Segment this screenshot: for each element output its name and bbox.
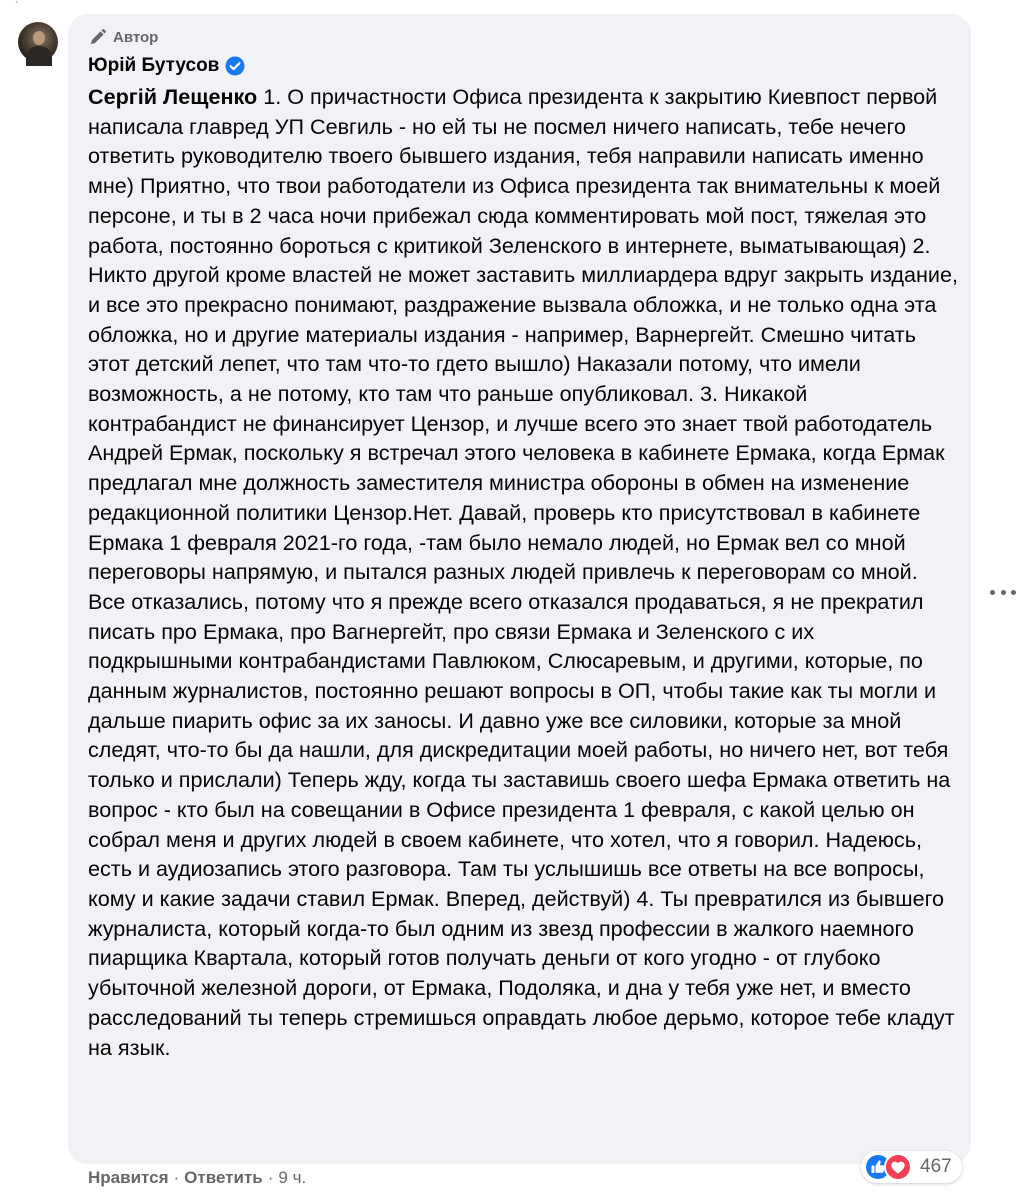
avatar-head-shape — [33, 31, 45, 45]
avatar-body-shape — [26, 46, 52, 66]
comment-actions — [88, 1168, 306, 1188]
comment-bubble — [68, 14, 971, 1164]
mention-link[interactable]: Сергій Лещенко — [88, 84, 258, 109]
reactions-summary[interactable] — [861, 1151, 962, 1183]
previous-comment-clipped — [0, 0, 1031, 6]
verified-badge-icon — [225, 56, 245, 76]
pen-icon — [88, 28, 107, 47]
previous-comment-text-clipped — [14, 0, 19, 9]
author-badge — [88, 26, 971, 48]
comment-body — [88, 82, 960, 1062]
avatar[interactable] — [18, 22, 58, 62]
reaction-count: 467 — [920, 1156, 952, 1177]
more-dot — [1001, 590, 1006, 595]
reply-button[interactable]: Ответить — [184, 1168, 263, 1187]
comment-text: 1. О причастности Офиса президента к закрытию Киевпост первой написала главред УП Севгиль - но ей ты не посмел ничего написать, тебе нечего ответить руководителю твоего бывшего издания, тебя направили написать именно мне) Приятно, что твои работодатели из Офиса президента так внимательны к моей персоне, и ты в 2 часа ночи прибежал сюда комментировать мой пост, тяжелая это работа, постоянно бороться с критикой Зеленского в интернете, выматывающая) 2. Никто другой кроме властей не может заставить миллиардера вдруг закрыть издание, и все это прекрасно понимают, раздражение вызвала обложка, и не только одна эта обложка, но и другие материалы издания - например, Варнергейт. Смешно читать этот детский лепет, что там что-то гдето вышло) Наказали потому, что имели возможность, а не потому, кто там что раньше опубликовал. 3. Никакой контрабандист не финансирует Цензор, и лучше всего это знает твой работодатель Андрей Ермак, поскольку я встречал этого человека в кабинете Ермака, когда Ермак предлагал мне должность заместителя министра обороны в обмен на изменение редакционной политики Цензор.Нет. Давай, проверь кто присутствовал в кабинете Ермака 1 февраля 2021-го года, -там было немало людей, но Ермак вел со мной переговоры напрямую, и пытался разных людей привлечь к переговорам со мной. Все отказались, потому что я прежде всего отказался продаваться, я не прекратил писать про Ермака, про Вагнергейт, про связи Ермака и Зеленского с их подкрышными контрабандистами Павлюком, Слюсаревым, и другими, которые, по данным журналистов, постоянно решают вопросы в ОП, чтобы такие как ты могли и дальше пиарить офис за их заносы. И давно уже все силовики, которые за мной следят, что-то бы да нашли, для дискредитации моей работы, но ничего нет, вот тебя только и прислали) Теперь жду, когда ты заставишь своего шефа Ермака ответить на вопрос - кто был на совещании в Офисе президента 1 февраля, с какой целью он собрал меня и других людей в своем кабинете, что хотел, что я говорил. Надеюсь, есть и аудиозапись этого разговора. Там ты услышишь все ответы на все вопросы, кому и какие задачи ставил Ермак. Вперед, действуй) 4. Ты превратился из бывшего журналиста, который когда-то был одним из звезд профессии в жалкого наемного пиарщика Квартала, который готов получать деньги от кого угодно - от глубоко убыточной железной дороги, от Ермака, Подоляка, и дна у тебя уже нет, и вместо расследований ты теперь стремишься оправдать любое дерьмо, которое тебе кладут на язык. — [88, 84, 958, 1060]
timestamp[interactable]: 9 ч. — [278, 1168, 307, 1187]
author-name[interactable]: Юрій Бутусов — [88, 55, 220, 76]
author-row — [88, 53, 971, 79]
action-separator: · — [173, 1168, 180, 1187]
more-dot — [990, 590, 995, 595]
more-dot — [1011, 590, 1016, 595]
action-separator: · — [267, 1168, 274, 1187]
author-badge-label: Автор — [113, 28, 159, 46]
like-button[interactable]: Нравится — [88, 1168, 169, 1187]
love-icon — [884, 1153, 912, 1181]
more-options-icon[interactable] — [990, 582, 1016, 602]
